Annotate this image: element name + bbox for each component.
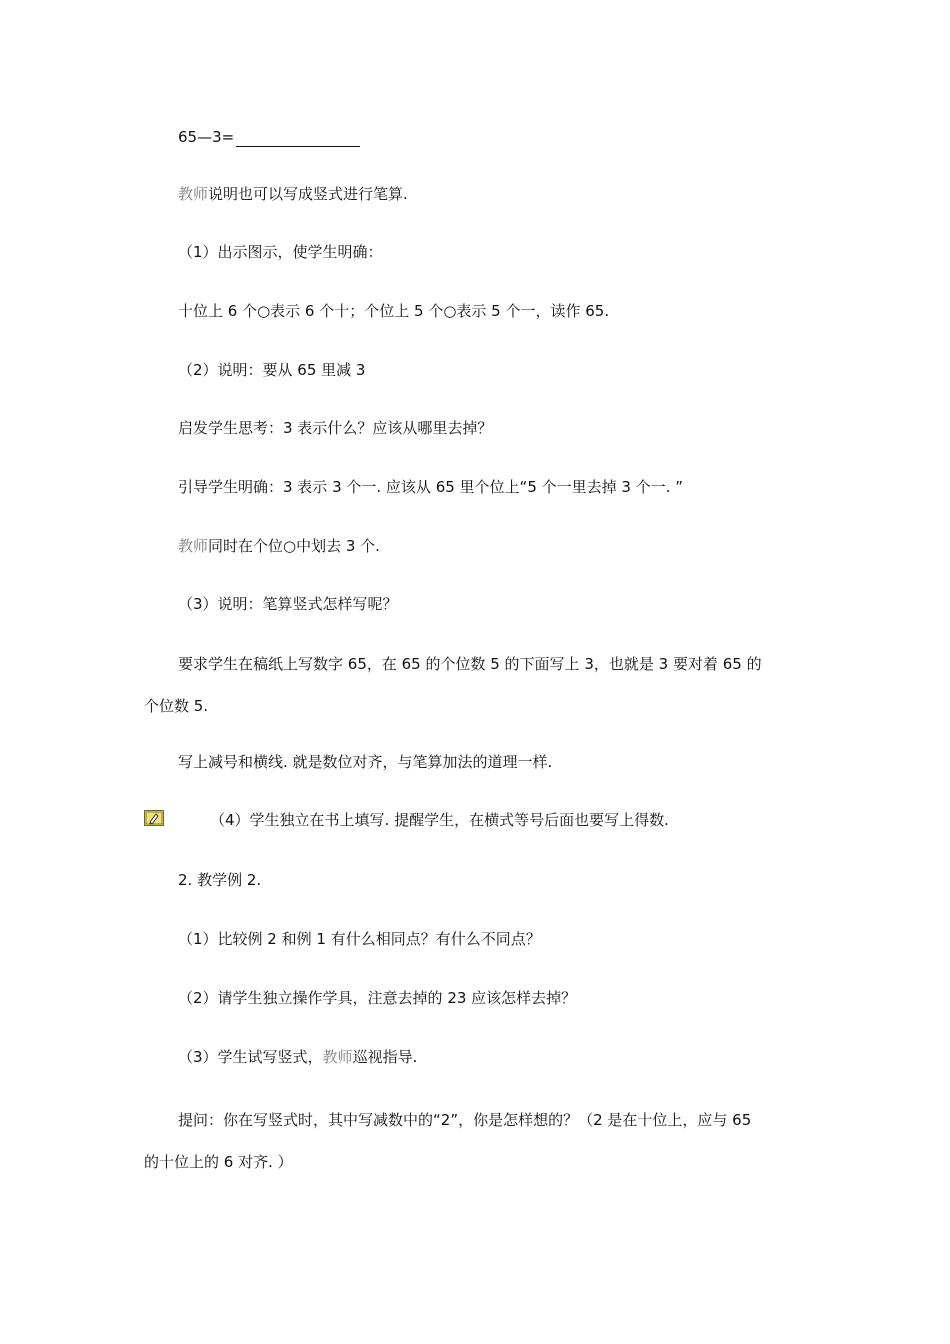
paragraph-compare: （1）比较例 2 和例 1 有什么相同点？有什么不同点？ xyxy=(178,930,541,948)
paragraph-step-2: （2）说明：要从 65 里减 3 xyxy=(178,361,366,379)
paragraph-teacher-cross xyxy=(178,536,380,556)
paragraph-line: 提问：你在写竖式时，其中写减数中的“2”，你是怎样想的？（2 是在十位上，应与 65 xyxy=(178,1111,752,1129)
paragraph-try-write xyxy=(178,1047,417,1067)
paragraph-text: 巡视指导. xyxy=(352,1048,418,1066)
paragraph-write-digits xyxy=(144,654,812,716)
paragraph-teacher-explain xyxy=(178,184,408,204)
paragraph-step-3: （3）说明：笔算竖式怎样写呢？ xyxy=(178,595,398,613)
note-pencil-icon xyxy=(144,810,164,826)
answer-blank xyxy=(236,128,360,147)
paragraph-think: 启发学生思考：3 表示什么？应该从哪里去掉？ xyxy=(178,419,493,437)
paragraph-guide: 引导学生明确：3 表示 3 个一. 应该从 65 里个位上“5 个一里去掉 3 个一. ” xyxy=(178,478,684,496)
paragraph-text: 说明也可以写成竖式进行笔算. xyxy=(208,185,408,203)
paragraph-line: 要求学生在稿纸上写数字 65，在 65 的个位数 5 的下面写上 3，也就是 3 要对着 65 的 xyxy=(178,655,762,673)
equation-line xyxy=(178,127,360,147)
paragraph-minus-line: 写上减号和横线. 就是数位对齐，与笔算加法的道理一样. xyxy=(178,753,553,771)
paragraph-question xyxy=(144,1110,812,1172)
teacher-link-text: 教师 xyxy=(322,1048,353,1066)
teacher-link-text: 教师 xyxy=(178,185,209,203)
paragraph-text: 同时在个位○中划去 3 个. xyxy=(208,537,380,555)
paragraph-step-1: （1）出示图示，使学生明确： xyxy=(178,243,383,261)
paragraph-line: 的十位上的 6 对齐. ） xyxy=(144,1153,293,1171)
paragraph-text: （3）学生试写竖式， xyxy=(178,1048,323,1066)
paragraph-line: 个位数 5. xyxy=(144,697,209,715)
equation-text: 65—3= xyxy=(178,128,235,146)
teacher-link-text: 教师 xyxy=(178,537,209,555)
paragraph-step-4: （4）学生独立在书上填写. 提醒学生，在横式等号后面也要写上得数. xyxy=(210,811,669,829)
section-example-2: 2. 教学例 2. xyxy=(178,871,262,889)
paragraph-place-value: 十位上 6 个○表示 6 个十；个位上 5 个○表示 5 个一，读作 65. xyxy=(178,302,610,320)
paragraph-operate: （2）请学生独立操作学具，注意去掉的 23 应该怎样去掉？ xyxy=(178,989,577,1007)
